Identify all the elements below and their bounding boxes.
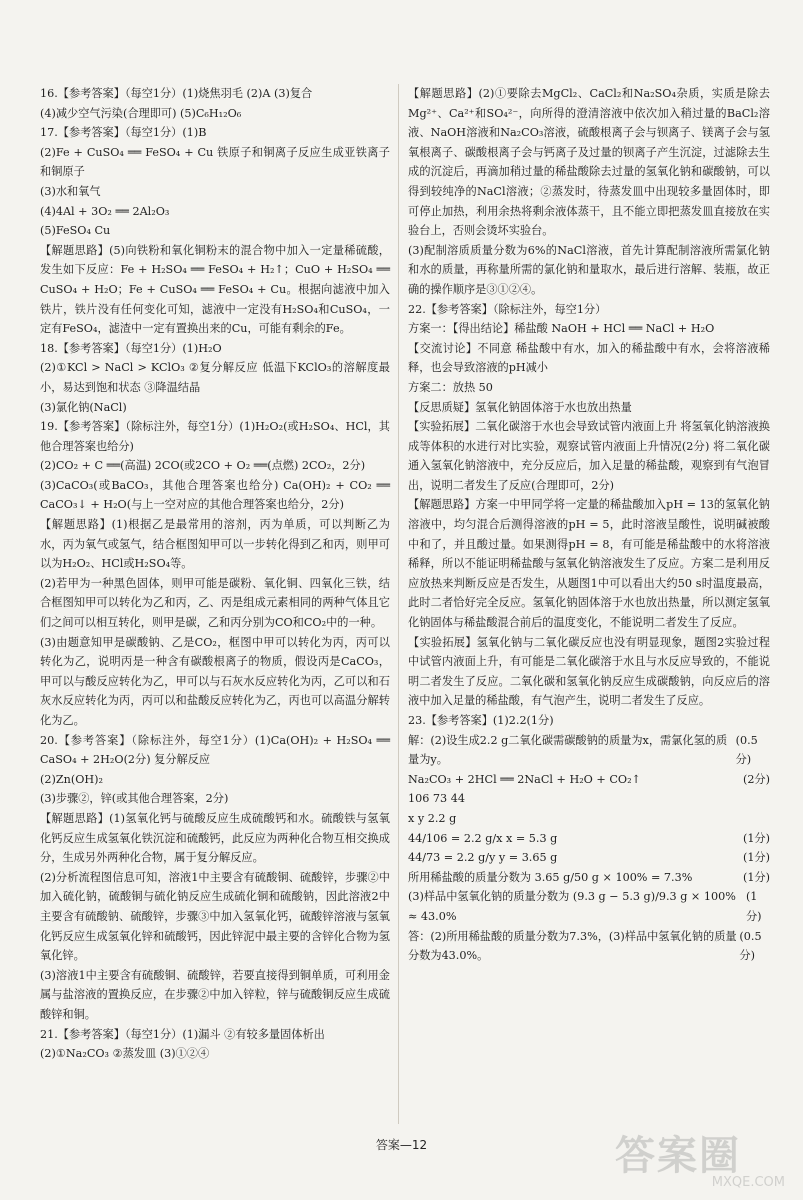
q17-answer-line3: (3)水和氧气 [40, 184, 101, 198]
q23-y-row [408, 848, 770, 868]
q23-final-score: (0.5分) [739, 929, 762, 963]
q20-answer-line2: (2)Zn(OH)₂ [40, 772, 103, 786]
q23-setup-text: 解：(2)设生成2.2 g二氧化碳需碳酸钠的质量为x，需氯化氢的质量为y。 [408, 733, 728, 767]
q20-explanation-2: (2)分析流程图信息可知，溶液1中主要含有硫酸铜、硫酸锌，步骤②中加入硫化钠，硫酸铜与硫化钠反应生成硫化铜和硫酸钠，因此溶液2中主要含有硫酸钠、硫酸锌，步骤③中加入氢氧化钙，硫酸锌溶液与氢氧化钙反应生成氢氧化锌和硫酸钙，因此锌泥中最主要的含锌化合物为氢氧化锌。 [40, 870, 390, 963]
q21-explanation-1: 【解题思路】(2)①要除去MgCl₂、CaCl₂和Na₂SO₄杂质，实质是除去Mg²⁺、Ca²⁺和SO₄²⁻，向所得的澄清溶液中依次加入稍过量的BaCl₂溶液、NaOH溶液和Na₂CO₃溶液，硫酸根离子会与钡离子、镁离子会与氢氧根离子、碳酸根离子会与钙离子及过量的钡离子产生沉淀，过滤除去生成的沉淀后，再滴加稍过量的稀盐酸除去过量的氢氧化钠和碳酸钠，可以得到较纯净的NaCl溶液；②蒸发时，待蒸发皿中出现较多量固体时，即可停止加热，利用余热将剩余液体蒸干，且不能立即把蒸发皿直接放在实验台上，否则会烫坏实验台。 [408, 87, 770, 238]
q18-answer-line3: (3)氯化钠(NaCl) [40, 400, 127, 414]
q23-y-calc: 44/73 = 2.2 g/y y = 3.65 g [408, 851, 558, 865]
q22-extension: 【实验拓展】二氧化碳溶于水也会导致试管内液面上升 将氢氧化钠溶液换成等体积的水进行对比实验，观察试管内液面上升情况(2分) 将二氧化碳通入氢氧化钠溶液中，充分反应后，加入足量的稀盐酸，观察到有气泡冒出，说明二者发生了反应(合理即可，2分) [408, 420, 770, 492]
q23-hcl-score: (1分) [742, 870, 770, 884]
q21-explanation-2: (3)配制溶质质量分数为6%的NaCl溶液，首先计算配制溶液所需氯化钠和水的质量，再称量所需的氯化钠和量取水，最后进行溶解、装瓶，故正确的操作顺序是③①②④。 [408, 243, 770, 296]
q22-explanation-1: 【解题思路】方案一中甲同学将一定量的稀盐酸加入pH = 13的氢氧化钠溶液中，均匀混合后测得溶液的pH = 5，此时溶液呈酸性，说明碱被酸中和了，并且酸过量。如果测得pH = 8，有可能是稀盐酸中的水将溶液稀释，所以不能证明稀盐酸与氢氧化钠溶液发生了反应。方案二是利用反应放热来判断反应是否发生，从题图1中可以看出大约50 s时温度最高，此时二者恰好完全反应。氢氧化钠固体溶于水也放出热量，所以测定氢氧化钠固体与稀盐酸混合前后的温度变化，不能说明二者发生了反应。 [408, 498, 770, 630]
q23-x-score: (1分) [742, 831, 770, 845]
q20-answer-line1: 20.【参考答案】（除标注外，每空1分）(1)Ca(OH)₂ + H₂SO₄ ══ CaSO₄ + 2H₂O(2分) 复分解反应 [40, 733, 390, 767]
page-footer: 答案—12 [375, 1138, 428, 1152]
q23-naoh-score: (1分) [745, 890, 762, 923]
q18-answer-line2: (2)①KCl > NaCl > KClO₃ ②复分解反应 低温下KClO₃的溶解度最小，易达到饱和状态 ③降温结晶 [40, 361, 390, 394]
q23-naoh-row [408, 887, 770, 926]
q20-answer-line3: (3)步骤②，锌(或其他合理答案，2分) [40, 792, 229, 806]
q18-answer-line1: 18.【参考答案】（每空1分）(1)H₂O [40, 341, 222, 355]
q23-setup-row [408, 731, 770, 770]
q17-answer-line5: (5)FeSO₄ Cu [40, 224, 111, 238]
q17-answer-line2: (2)Fe + CuSO₄ ══ FeSO₄ + Cu 铁原子和铜离子反应生成亚铁离子和铜原子 [40, 145, 390, 179]
q23-x-calc: 44/106 = 2.2 g/x x = 5.3 g [408, 831, 558, 845]
q23-y-score: (1分) [742, 851, 770, 865]
watermark-url: MXQE.COM [711, 1175, 785, 1190]
q20-explanation-1: 【解题思路】(1)氢氧化钙与硫酸反应生成硫酸钙和水。硫酸铁与氢氧化钙反应生成氢氧化铁沉淀和硫酸钙，此反应为两种化合物互相交换成分，生成另外两种化合物，属于复分解反应。 [40, 811, 390, 865]
q21-answer-line2: (2)①Na₂CO₃ ②蒸发皿 (3)①②④ [40, 1047, 210, 1061]
q21-answer-line1: 21.【参考答案】（每空1分）(1)漏斗 ②有较多量固体析出 [40, 1027, 325, 1041]
q19-answer-line3: (3)CaCO₃(或BaCO₃，其他合理答案也给分) Ca(OH)₂ + CO₂ ══ CaCO₃↓ + H₂O(与上一空对应的其他合理答案也给分，2分) [40, 478, 390, 512]
q19-explanation-1: 【解题思路】(1)根据乙是最常用的溶剂，丙为单质，可以判断乙为水，丙为氧气或氢气，结合框图知甲可以一步转化得到乙和丙，则甲可以为H₂O₂、HCl或H₂SO₄等。 [40, 518, 390, 571]
left-column [40, 84, 390, 1064]
column-divider [398, 84, 399, 1124]
q23-equation-score: (2分) [742, 772, 770, 786]
q17-answer-line1: 17.【参考答案】（每空1分）(1)B [40, 126, 207, 140]
q23-hcl-row [408, 868, 770, 888]
q19-answer-line2: (2)CO₂ + C ══(高温) 2CO(或2CO + O₂ ══(点燃) 2CO₂，2分) [40, 459, 366, 473]
q23-answer-row [408, 927, 770, 966]
q22-plan2: 方案二：放热 50 [408, 380, 493, 394]
right-column [408, 84, 770, 966]
q20-explanation-3: (3)溶液1中主要含有硫酸铜、硫酸锌，若要直接得到铜单质，可利用金属与盐溶液的置换反应，在步骤②中加入锌粒，锌与硫酸铜反应生成硫酸锌和铜。 [40, 968, 390, 1021]
q16-answer-line1: 16.【参考答案】（每空1分）(1)烧焦羽毛 (2)A (3)复合 [40, 87, 313, 100]
q23-answer-line1: 23.【参考答案】(1)2.2(1分) [408, 714, 554, 727]
q17-explanation: 【解题思路】(5)向铁粉和氧化铜粉末的混合物中加入一定量稀硫酸，发生如下反应：Fe + H₂SO₄ ══ FeSO₄ + H₂↑；CuO + H₂SO₄ ══ CuSO₄ + H₂O；Fe + CuSO₄ ══ FeSO₄ + Cu。根据向滤液中加入铁片，铁片没有任何变化可知，滤液中一定没有H₂SO₄和CuSO₄，一定有FeSO₄，滤渣中一定有置换出来的Cu，可能有剩余的Fe。 [40, 243, 390, 336]
q16-answer-line2: (4)减少空气污染(合理即可) (5)C₆H₁₂O₆ [40, 106, 242, 120]
watermark-text: 答案圈 [615, 1133, 741, 1179]
q22-answer-header: 22.【参考答案】（除标注外，每空1分） [408, 302, 607, 316]
watermark-logo [615, 1124, 785, 1190]
q23-equation: Na₂CO₃ + 2HCl ══ 2NaCl + H₂O + CO₂↑ [408, 772, 641, 786]
q19-explanation-3: (3)由题意知甲是碳酸钠、乙是CO₂，框图中甲可以转化为丙，丙可以转化为乙，说明丙是一种含有碳酸根离子的物质，假设丙是CaCO₃，甲可以与酸反应转化为乙，甲可以与石灰水反应转化为丙，乙可以和石灰水反应转化为丙，丙可以和盐酸反应转化为乙，丙也可以高温分解转化为乙。 [40, 635, 390, 727]
q23-naoh-fraction: (3)样品中氢氧化钠的质量分数为 (9.3 g − 5.3 g)/9.3 g × 100% ≈ 43.0% [408, 890, 736, 923]
q22-explanation-2: 【实验拓展】氢氧化钠与二氧化碳反应也没有明显现象，题图2实验过程中试管内液面上升，有可能是二氧化碳溶于水且与水反应导致的，不能说明二者发生了反应。二氧化碳和氢氧化钠反应生成碳酸钠，向反应后的溶液中加入足量的稀盐酸，有气泡产生，说明二者发生了反应。 [408, 635, 770, 708]
q22-discussion: 【交流讨论】不同意 稀盐酸中有水，加入的稀盐酸中有水，会将溶液稀释，也会导致溶液的pH减小 [408, 341, 770, 375]
q23-x-row [408, 829, 770, 849]
q19-explanation-2: (2)若甲为一种黑色固体，则甲可能是碳粉、氧化铜、四氧化三铁，结合框图知甲可以转化为乙和丙，乙、丙是组成元素相同的两种气体且它们之间可以相互转化，则甲是碳，乙和丙分别为CO和CO₂中的一种。 [40, 576, 390, 630]
q22-reflection: 【反思质疑】氢氧化钠固体溶于水也放出热量 [408, 400, 632, 414]
q23-final-answer: 答：(2)所用稀盐酸的质量分数为7.3%，(3)样品中氢氧化钠的质量分数为43.0%。 [408, 929, 737, 963]
q23-setup-score: (0.5分) [735, 733, 758, 767]
q23-hcl-fraction: 所用稀盐酸的质量分数为 3.65 g/50 g × 100% = 7.3% [408, 870, 693, 884]
q19-answer-line1: 19.【参考答案】（除标注外，每空1分）(1)H₂O₂(或H₂SO₄、HCl，其他合理答案也给分) [40, 420, 390, 453]
q23-molar-masses: 106 73 44 [408, 792, 465, 806]
q17-answer-line4: (4)4Al + 3O₂ ══ 2Al₂O₃ [40, 204, 170, 218]
q23-equation-row [408, 770, 770, 790]
q22-plan1-conclusion: 方案一：【得出结论】稀盐酸 NaOH + HCl ══ NaCl + H₂O [408, 322, 715, 336]
q23-unknowns: x y 2.2 g [408, 811, 457, 825]
